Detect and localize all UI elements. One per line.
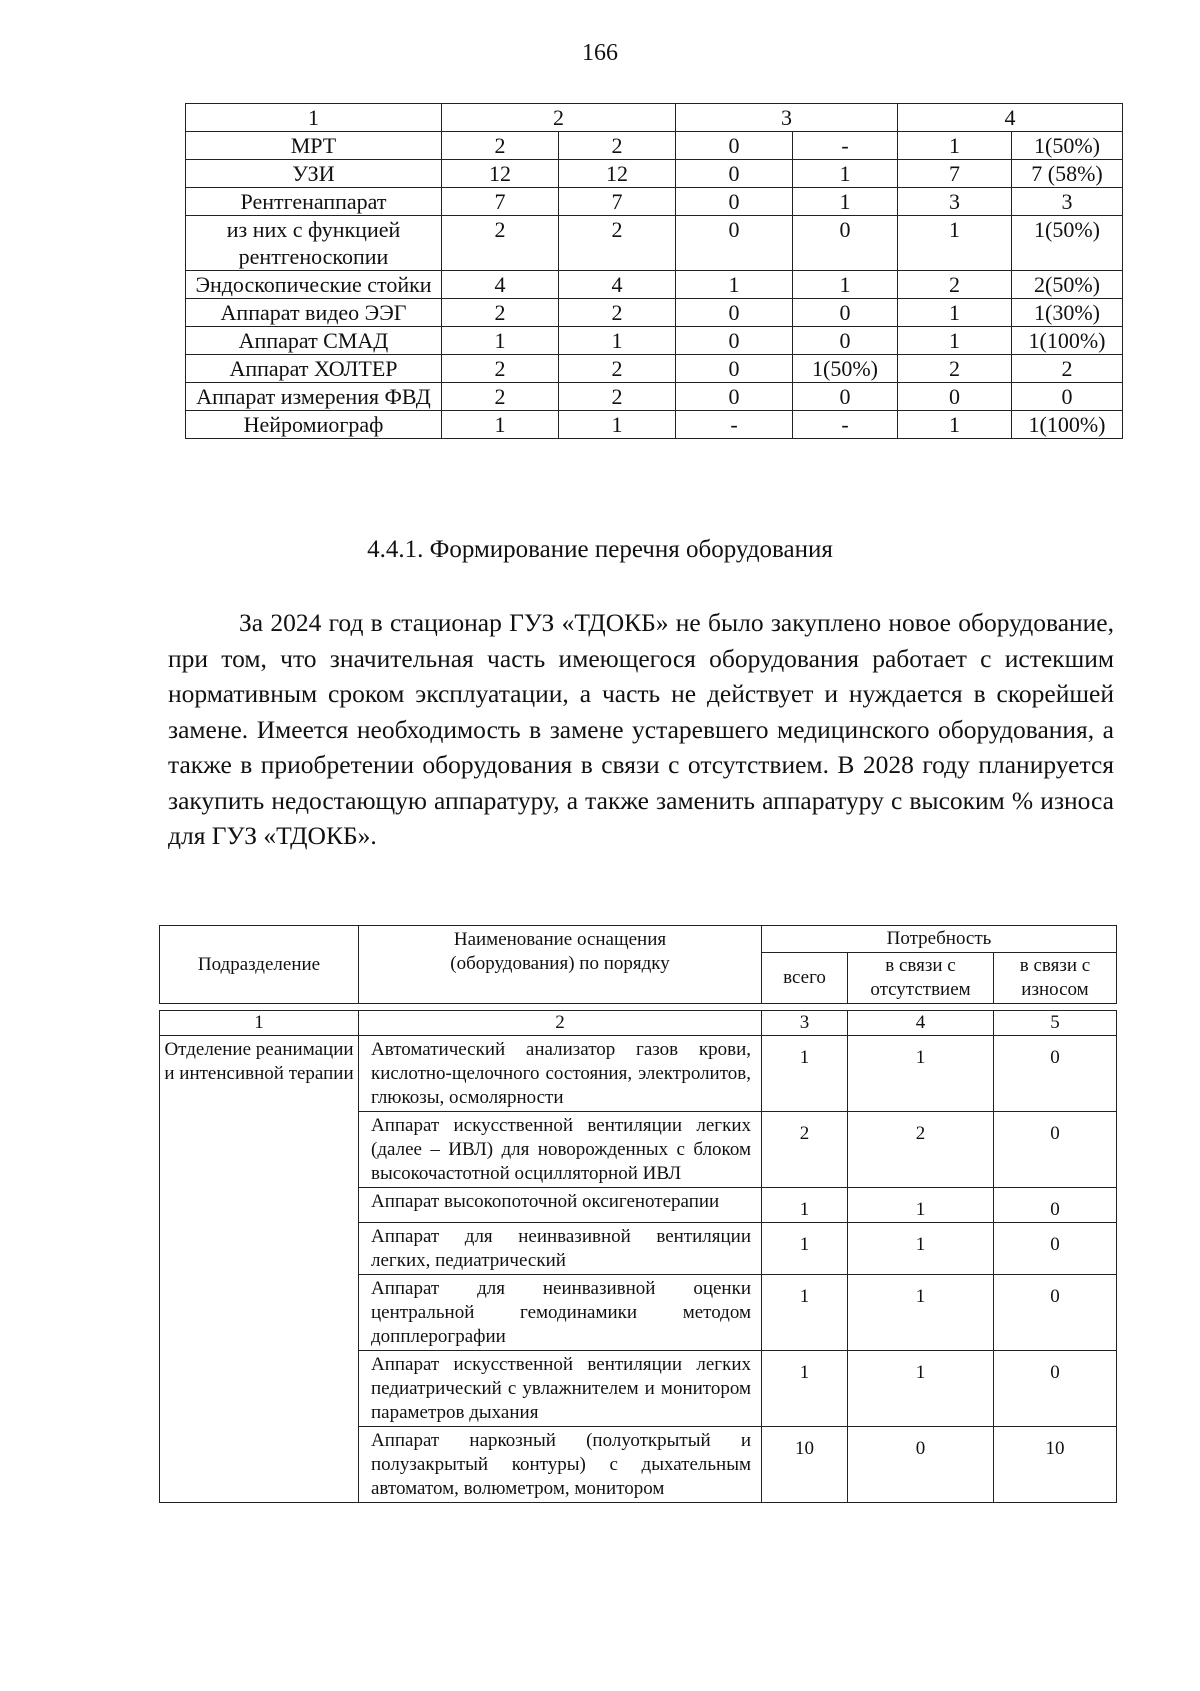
table-cell: 0 bbox=[793, 383, 898, 411]
table-cell: 4 bbox=[442, 271, 559, 299]
table-cell: 0 bbox=[676, 132, 793, 160]
header-cell: 3 bbox=[676, 104, 898, 132]
need-total: 2 bbox=[762, 1112, 848, 1188]
need-total: 1 bbox=[762, 1275, 848, 1351]
need-total: 1 bbox=[762, 1188, 848, 1223]
equipment-name: УЗИ bbox=[186, 160, 442, 188]
table-cell: 2 bbox=[442, 132, 559, 160]
table-cell: 12 bbox=[442, 160, 559, 188]
table-cell: 1(100%) bbox=[1012, 327, 1123, 355]
table-cell: 1 bbox=[898, 299, 1012, 327]
table-cell: 7 bbox=[898, 160, 1012, 188]
header-row bbox=[186, 104, 1123, 132]
table-cell: 4 bbox=[559, 271, 676, 299]
need-wear: 0 bbox=[994, 1112, 1117, 1188]
need-wear: 10 bbox=[994, 1427, 1117, 1503]
needs-table bbox=[159, 925, 1117, 1503]
table-cell: 2 bbox=[898, 271, 1012, 299]
column-number: 5 bbox=[994, 1011, 1117, 1036]
table-cell: 1 bbox=[559, 327, 676, 355]
table-row bbox=[186, 383, 1123, 411]
equipment-name: Рентгенаппарат bbox=[186, 188, 442, 216]
need-absence: 1 bbox=[848, 1275, 994, 1351]
column-number: 1 bbox=[160, 1011, 359, 1036]
equipment-name: Аппарат искусственной вентиляции легких педиатрический с увлажнителем и монитором параметров дыхания bbox=[359, 1351, 762, 1427]
table-cell: 0 bbox=[793, 216, 898, 271]
header-equipment: Наименование оснащения (оборудования) по порядку bbox=[359, 926, 762, 1004]
equipment-name: Аппарат измерения ФВД bbox=[186, 383, 442, 411]
equipment-name: Аппарат СМАД bbox=[186, 327, 442, 355]
header-separator bbox=[160, 1004, 1117, 1011]
table-cell: 0 bbox=[1012, 383, 1123, 411]
table-row bbox=[186, 216, 1123, 271]
equipment-name: Аппарат для неинвазивной вентиляции легких, педиатрический bbox=[359, 1223, 762, 1275]
page-number: 166 bbox=[582, 40, 618, 66]
need-wear: 0 bbox=[994, 1351, 1117, 1427]
need-wear: 0 bbox=[994, 1188, 1117, 1223]
equipment-name: Аппарат для неинвазивной оценки центральной гемодинамики методом допплерографии bbox=[359, 1275, 762, 1351]
table-row bbox=[186, 299, 1123, 327]
table-row bbox=[186, 327, 1123, 355]
header-cell: 4 bbox=[898, 104, 1123, 132]
table-cell: 2(50%) bbox=[1012, 271, 1123, 299]
table-cell: 1(50%) bbox=[1012, 132, 1123, 160]
table-cell: 1 bbox=[793, 160, 898, 188]
table-row bbox=[186, 355, 1123, 383]
table-cell: 3 bbox=[1012, 188, 1123, 216]
table-row bbox=[160, 1036, 1117, 1112]
table-cell: 12 bbox=[559, 160, 676, 188]
column-number: 3 bbox=[762, 1011, 848, 1036]
column-number: 4 bbox=[848, 1011, 994, 1036]
table-cell: - bbox=[793, 132, 898, 160]
table-cell: 2 bbox=[559, 132, 676, 160]
header-wear: в связи с износом bbox=[994, 953, 1117, 1004]
table-row bbox=[186, 271, 1123, 299]
header-cell: 1 bbox=[186, 104, 442, 132]
table-cell: 0 bbox=[676, 355, 793, 383]
header-cell: 2 bbox=[442, 104, 676, 132]
table-cell: 1 bbox=[898, 132, 1012, 160]
table-cell: 0 bbox=[898, 383, 1012, 411]
table-cell: 0 bbox=[676, 188, 793, 216]
table-cell: 1 bbox=[676, 271, 793, 299]
need-total: 10 bbox=[762, 1427, 848, 1503]
section-heading: 4.4.1. Формирование перечня оборудования bbox=[367, 536, 833, 563]
column-number: 2 bbox=[359, 1011, 762, 1036]
table-cell: 1 bbox=[793, 271, 898, 299]
header-need: Потребность bbox=[762, 926, 1117, 953]
table-cell: 7 bbox=[559, 188, 676, 216]
need-absence: 1 bbox=[848, 1351, 994, 1427]
table-cell: - bbox=[676, 411, 793, 439]
equipment-name: Нейромиограф bbox=[186, 411, 442, 439]
table-cell: 0 bbox=[676, 327, 793, 355]
table-cell: 0 bbox=[676, 160, 793, 188]
table-cell: 1 bbox=[442, 411, 559, 439]
table-cell: 1(50%) bbox=[1012, 216, 1123, 271]
equipment-name: Аппарат видео ЭЭГ bbox=[186, 299, 442, 327]
table-cell: 0 bbox=[793, 327, 898, 355]
table-cell: 2 bbox=[559, 216, 676, 271]
need-total: 1 bbox=[762, 1036, 848, 1112]
need-absence: 2 bbox=[848, 1112, 994, 1188]
table-cell: 2 bbox=[559, 383, 676, 411]
equipment-name: МРТ bbox=[186, 132, 442, 160]
table-cell: 7 bbox=[442, 188, 559, 216]
table-row bbox=[186, 160, 1123, 188]
equipment-table bbox=[185, 103, 1123, 439]
header-total: всего bbox=[762, 953, 848, 1004]
need-absence: 1 bbox=[848, 1188, 994, 1223]
table-cell: 7 (58%) bbox=[1012, 160, 1123, 188]
table-cell: 0 bbox=[676, 216, 793, 271]
column-numbers-row bbox=[160, 1011, 1117, 1036]
need-absence: 0 bbox=[848, 1427, 994, 1503]
table-row bbox=[186, 132, 1123, 160]
department-cell: Отделение реанимации и интенсивной терапии bbox=[160, 1036, 359, 1503]
table-cell: 2 bbox=[559, 299, 676, 327]
need-wear: 0 bbox=[994, 1223, 1117, 1275]
need-wear: 0 bbox=[994, 1275, 1117, 1351]
equipment-name: из них с функцией рентгеноскопии bbox=[186, 216, 442, 271]
table-cell: 1(30%) bbox=[1012, 299, 1123, 327]
table-cell: 1(50%) bbox=[793, 355, 898, 383]
need-absence: 1 bbox=[848, 1223, 994, 1275]
table-cell: 2 bbox=[442, 383, 559, 411]
header-absence: в связи с отсутствием bbox=[848, 953, 994, 1004]
table-cell: 1(100%) bbox=[1012, 411, 1123, 439]
header-department: Подразделение bbox=[160, 926, 359, 1004]
need-wear: 0 bbox=[994, 1036, 1117, 1112]
need-total: 1 bbox=[762, 1223, 848, 1275]
table-cell: 1 bbox=[898, 216, 1012, 271]
table-cell: 0 bbox=[676, 299, 793, 327]
equipment-name: Аппарат наркозный (полуоткрытый и полузакрытый контуры) с дыхательным автоматом, волюметром, монитором bbox=[359, 1427, 762, 1503]
table-cell: 0 bbox=[676, 383, 793, 411]
table-cell: 2 bbox=[559, 355, 676, 383]
table-cell: 2 bbox=[442, 355, 559, 383]
equipment-name: Аппарат искусственной вентиляции легких (далее – ИВЛ) для новорожденных с блоком высокочастотной осцилляторной ИВЛ bbox=[359, 1112, 762, 1188]
table-row bbox=[186, 188, 1123, 216]
table-cell: 2 bbox=[442, 299, 559, 327]
table-cell: - bbox=[793, 411, 898, 439]
need-absence: 1 bbox=[848, 1036, 994, 1112]
table-cell: 1 bbox=[559, 411, 676, 439]
table-cell: 1 bbox=[898, 411, 1012, 439]
table-cell: 1 bbox=[898, 327, 1012, 355]
equipment-name: Аппарат ХОЛТЕР bbox=[186, 355, 442, 383]
table-cell: 2 bbox=[1012, 355, 1123, 383]
equipment-name: Эндоскопические стойки bbox=[186, 271, 442, 299]
need-total: 1 bbox=[762, 1351, 848, 1427]
equipment-name: Аппарат высокопоточной оксигенотерапии bbox=[359, 1188, 762, 1223]
table-row bbox=[186, 411, 1123, 439]
table-cell: 1 bbox=[442, 327, 559, 355]
table-cell: 3 bbox=[898, 188, 1012, 216]
body-paragraph: За 2024 год в стационар ГУЗ «ТДОКБ» не было закуплено новое оборудование, при том, что значительная часть имеющегося оборудования работает с истекшим нормативным сроком эксплуатации, а часть не действует и нуждается в скорейшей замене. Имеется необходимость в замене устаревшего медицинского оборудования, а также в приобретении оборудования в связи с отсутствием. В 2028 году планируется закупить недостающую аппаратуру, а также заменить аппаратуру с высоким % износа для ГУЗ «ТДОКБ». bbox=[168, 608, 1114, 850]
table-cell: 2 bbox=[442, 216, 559, 271]
table-cell: 2 bbox=[898, 355, 1012, 383]
equipment-name: Автоматический анализатор газов крови, кислотно-щелочного состояния, электролитов, глюкозы, осмолярности bbox=[359, 1036, 762, 1112]
table-cell: 0 bbox=[793, 299, 898, 327]
table-cell: 1 bbox=[793, 188, 898, 216]
